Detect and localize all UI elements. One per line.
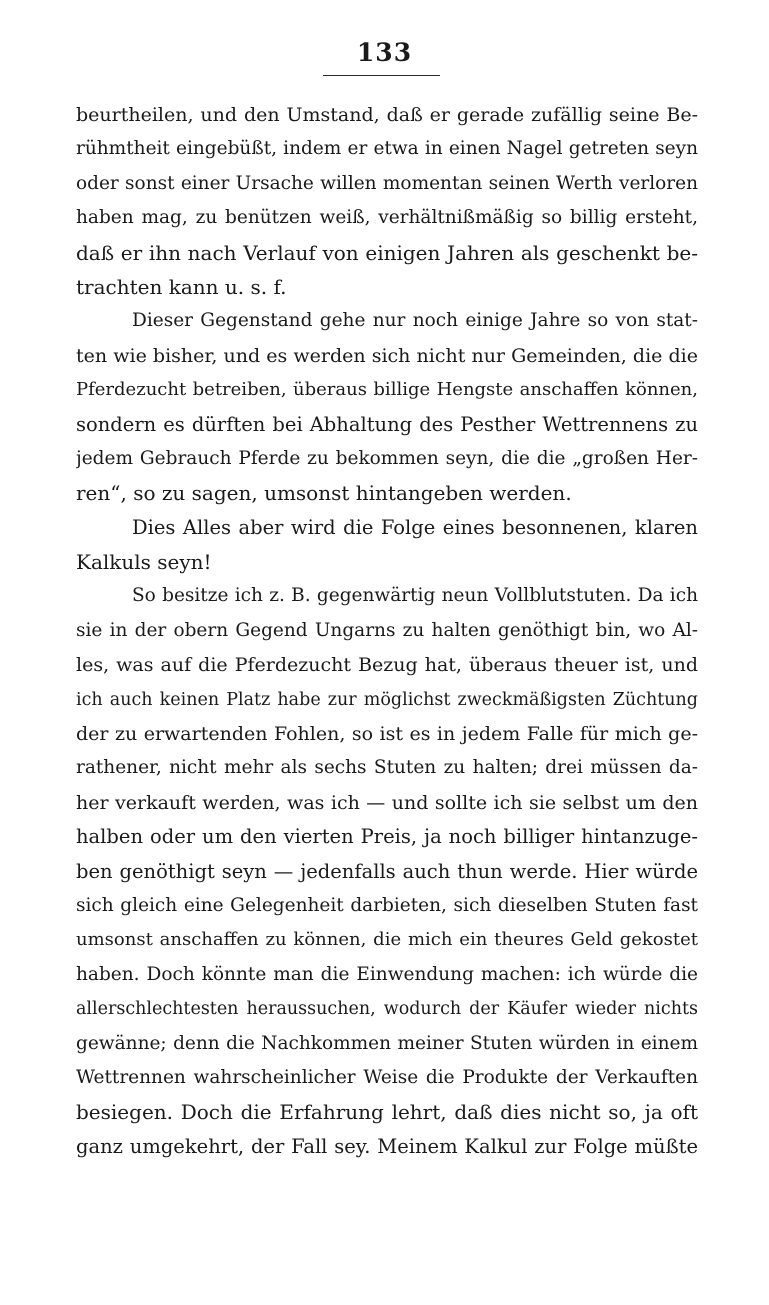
text-line: ben genöthigt seyn — jedenfalls auch thun werde. Hier würde [76, 859, 698, 883]
text-line: beurtheilen, und den Umstand, daß er gerade zufällig seine Be- [76, 104, 698, 126]
text-line: sie in der obern Gegend Ungarns zu halten genöthigt bin, wo Al- [76, 619, 698, 641]
text-line: ganz umgekehrt, der Fall sey. Meinem Kalkul zur Folge müßte [76, 1134, 698, 1158]
text-line: oder sonst einer Ursache willen momentan seinen Werth verloren [76, 172, 698, 194]
text-line: sondern es dürften bei Abhaltung des Pesther Wettrennens zu [76, 412, 698, 436]
text-line: halben oder um den vierten Preis, ja noch billiger hintanzuge- [76, 825, 698, 849]
text-line: So besitze ich z. B. gegenwärtig neun Vollblutstuten. Da ich [132, 585, 698, 607]
text-line: jedem Gebrauch Pferde zu bekommen seyn, die die „großen Her- [76, 447, 698, 469]
header-rule [323, 75, 440, 76]
text-line: ten wie bisher, und es werden sich nicht nur Gemeinden, die die [76, 344, 698, 367]
text-line: rühmtheit eingebüßt, indem er etwa in einen Nagel getreten seyn [76, 138, 698, 160]
text-line: allerschlechtesten heraussuchen, wodurch der Käufer wieder nichts [76, 999, 698, 1020]
text-line: ren“, so zu sagen, umsonst hintangeben werden. [76, 481, 572, 506]
text-line: Dies Alles aber wird die Folge eines besonnenen, klaren [132, 515, 698, 539]
text-line: ich auch keinen Platz habe zur möglichst zweckmäßigsten Züchtung [76, 689, 698, 710]
text-line: rathener, nicht mehr als sechs Stuten zu halten; drei müssen da- [76, 757, 698, 779]
text-line: besiegen. Doch die Erfahrung lehrt, daß dies nicht so, ja oft [76, 1100, 698, 1125]
body-text [76, 98, 698, 1164]
text-line: Dieser Gegenstand gehe nur noch einige Jahre so von stat- [132, 310, 698, 332]
text-line: her verkauft werden, was ich — und sollte ich sie selbst um den [76, 791, 698, 814]
text-line: Kalkuls seyn! [76, 550, 212, 575]
text-line: Pferdezucht betreiben, überaus billige Hengste anschaffen können, [76, 379, 698, 401]
text-line: umsonst anschaffen zu können, die mich ein theures Geld gekostet [76, 929, 698, 951]
text-line: trachten kann u. s. f. [76, 274, 287, 299]
text-line: haben. Doch könnte man die Einwendung machen: ich würde die [76, 963, 698, 985]
page-number: 133 [356, 38, 413, 67]
text-line: sich gleich eine Gelegenheit darbieten, sich dieselben Stuten fast [76, 894, 698, 916]
text-line: haben mag, zu benützen weiß, verhältnißmäßig so billig ersteht, [76, 207, 698, 229]
text-line: der zu erwartenden Fohlen, so ist es in jedem Falle für mich ge- [76, 723, 698, 746]
text-line: les, was auf die Pferdezucht Bezug hat, überaus theuer ist, und [76, 654, 698, 677]
text-line: gewänne; denn die Nachkommen meiner Stuten würden in einem [76, 1032, 698, 1054]
text-line: Wettrennen wahrscheinlicher Weise die Produkte der Verkauften [76, 1066, 698, 1088]
text-line: daß er ihn nach Verlauf von einigen Jahren als geschenkt be- [76, 240, 698, 265]
